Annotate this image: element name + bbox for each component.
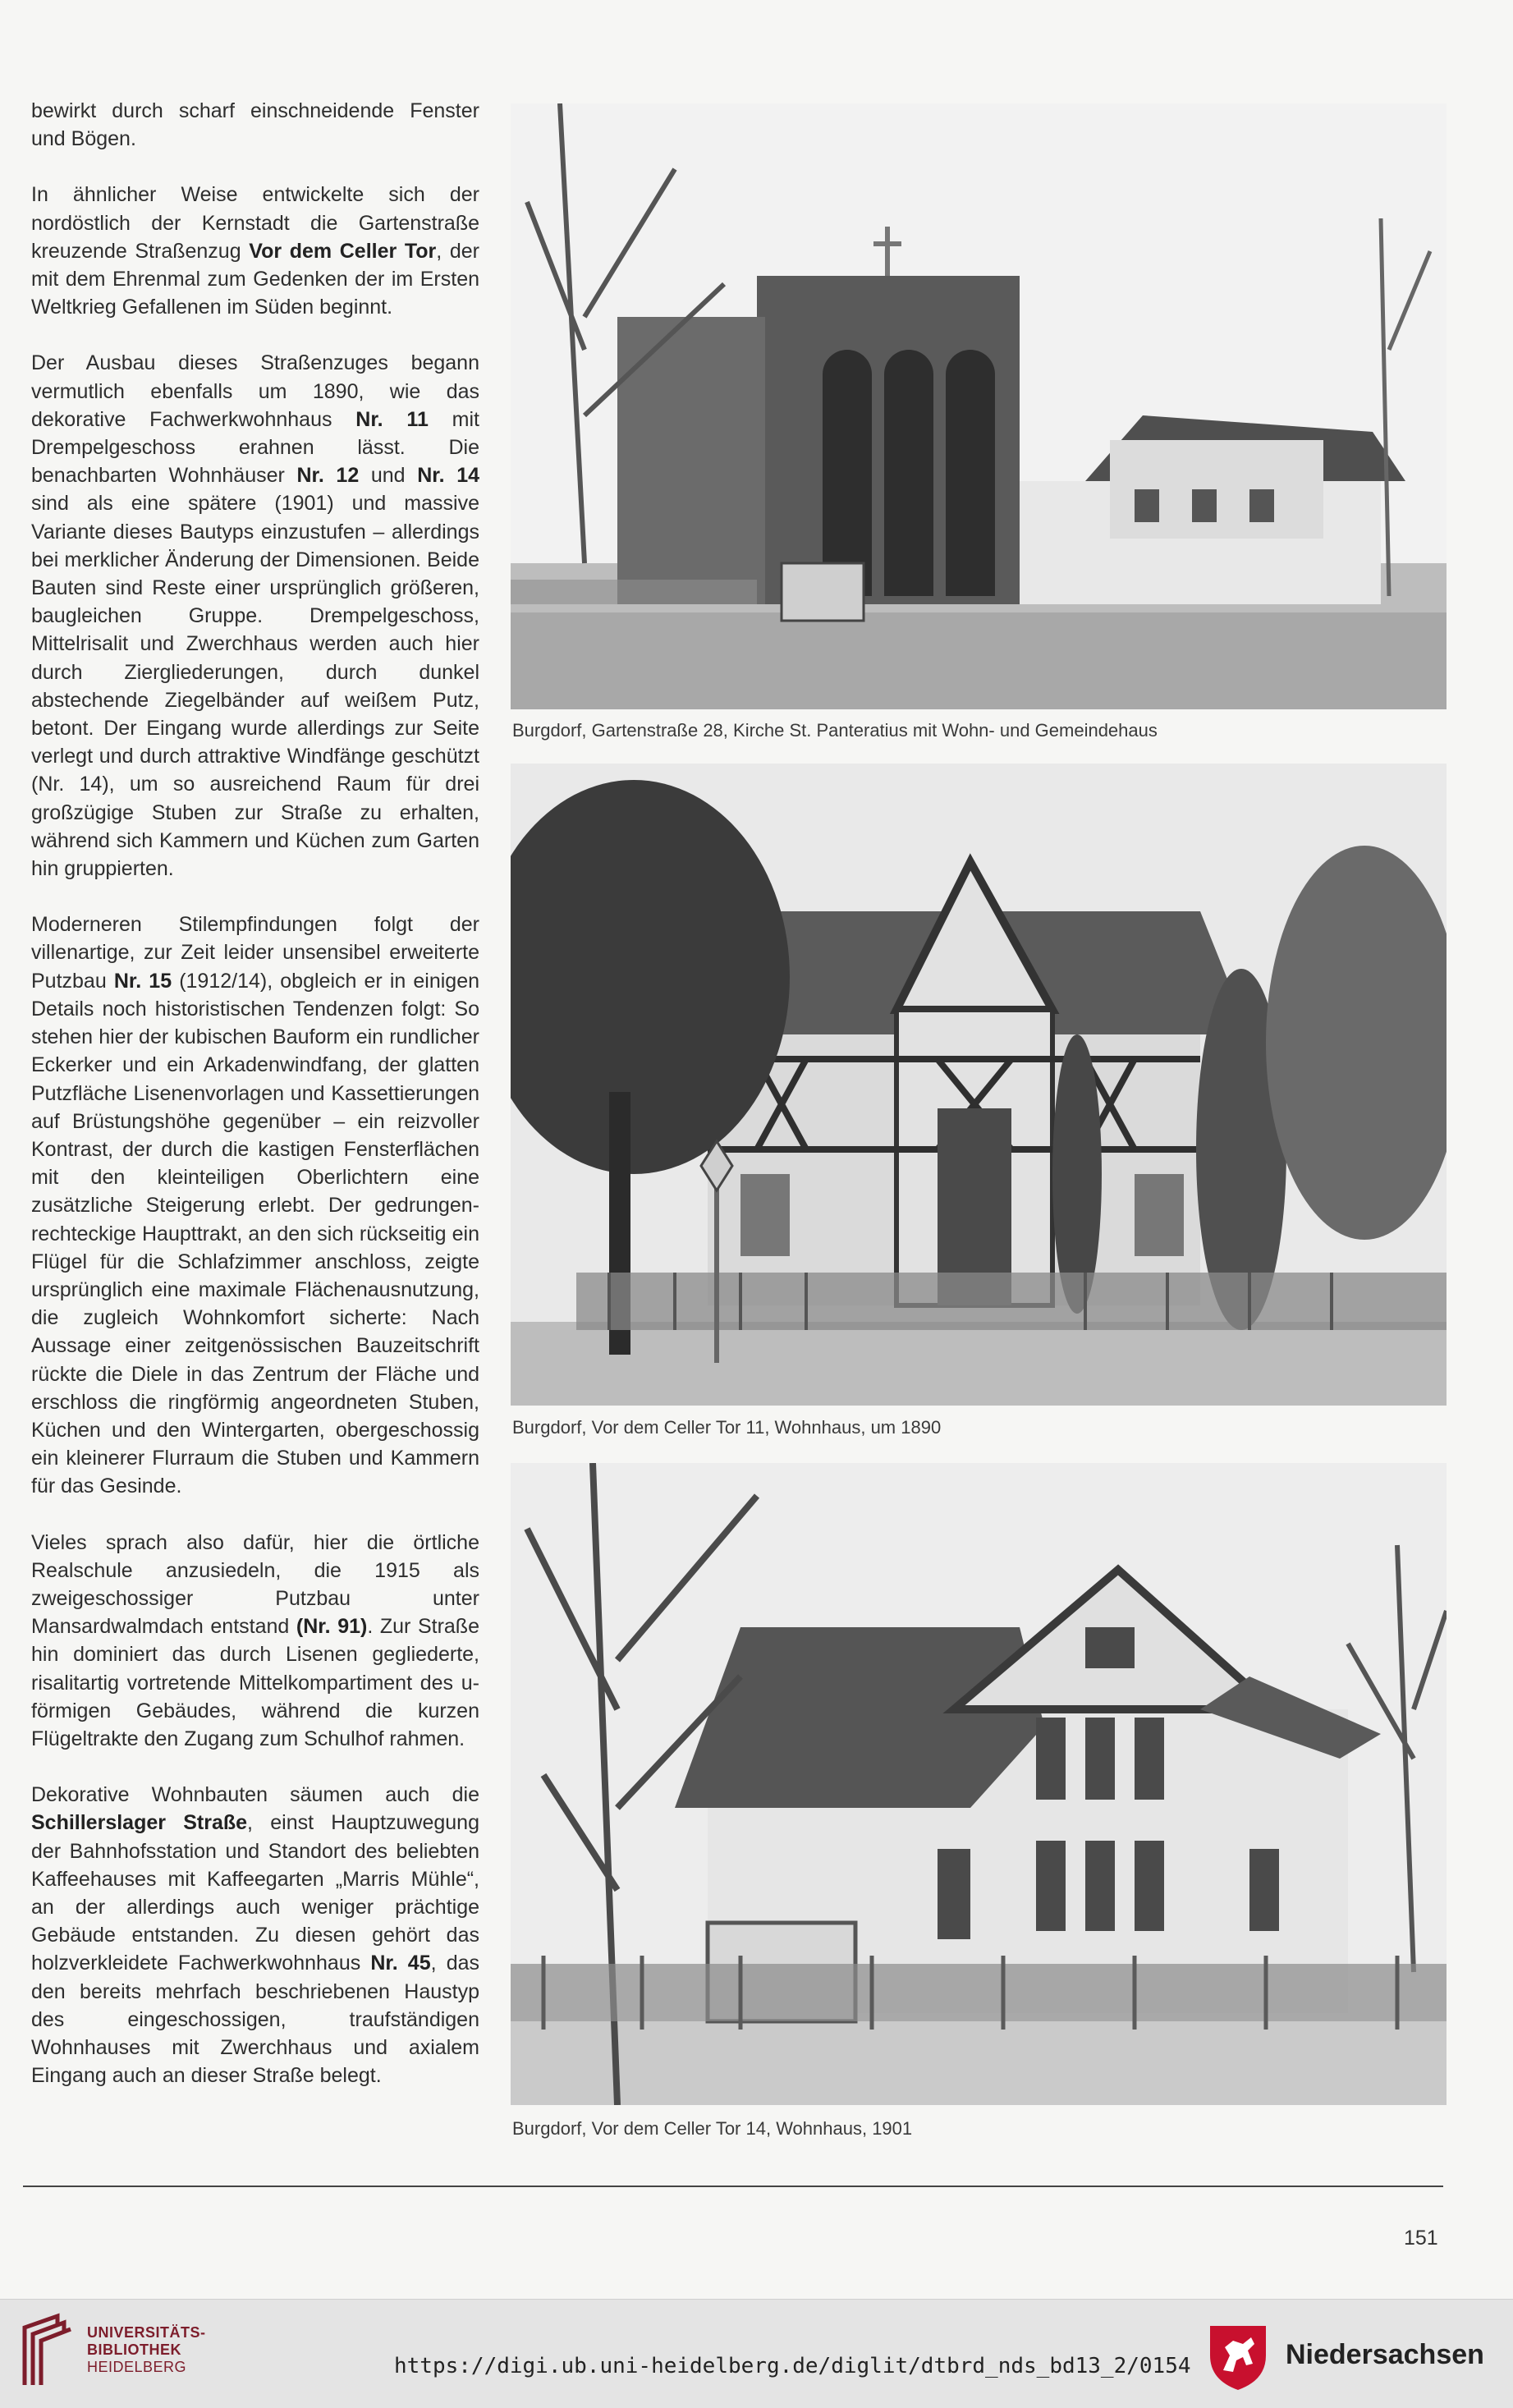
photo-vor-dem-celler-tor-11 — [511, 764, 1447, 1406]
bold-text-run: (Nr. 91) — [296, 1615, 368, 1639]
paragraph — [31, 1529, 479, 1754]
photo-church-st-panteratius — [511, 103, 1447, 709]
photo-caption: Burgdorf, Gartenstraße 28, Kirche St. Panteratius mit Wohn- und Gemeindehaus — [512, 720, 1158, 741]
bold-text-run: Nr. 11 — [355, 407, 429, 431]
text-run: Vieles sprach also dafür, hier die örtliche Realschule anzusiedeln, die 1915 als zweigeschossiger Putzbau unter Mansardwalmdach entstand — [31, 1530, 479, 1639]
text-run: mit Drempelgeschoss erahnen lässt. Die benachbarten Wohnhäuser — [31, 407, 479, 488]
text-run: sind als eine spätere (1901) und massive Variante dieses Bautyps einzustufen – allerdings bei merklicher Änderung der Dimensionen. Beide Bauten sind Reste einer ursprünglich größeren, baugleichen Gruppe. Drempelgeschoss, Mittelrisalit und Zwerchhaus werden auch hier durch Ziergliederungen, durch dunkel abstechende Ziegelbänder auf weißem Putz, betont. Der Eingang wurde allerdings zur Seite verlegt und durch attraktive Windfänge geschützt (Nr. 14), um so ausreichend Raum für drei großzügige Stuben zur Straße zu erhalten, während sich Kammern und Küchen zum Garten hin gruppierten. — [31, 492, 479, 881]
bold-text-run: Nr. 45 — [370, 1952, 431, 1975]
text-run: Der Ausbau dieses Straßenzuges begann vermutlich ebenfalls um 1890, wie das dekorative Fachwerkwohnhaus — [31, 351, 479, 431]
bold-text-run: Nr. 14 — [417, 464, 480, 488]
bold-text-run: Schillerslager Straße — [31, 1811, 248, 1835]
text-run: Dekorative Wohnbauten säumen auch die — [31, 1783, 479, 1807]
niedersachsen-horse-crest-icon — [1205, 2323, 1271, 2392]
text-run: , einst Hauptzuwegung der Bahnhofsstation und Standort des beliebten Kaffeehauses mit Kaffeegarten „Marris Mühle“, an der allerdings auch weniger prächtige Gebäude entstanden. Zu diesen gehört das holzverkleidete Fachwerkwohnhaus — [31, 1811, 479, 1975]
paragraph — [31, 910, 479, 1500]
photo-caption: Burgdorf, Vor dem Celler Tor 11, Wohnhaus, um 1890 — [512, 1417, 942, 1438]
text-run: und — [359, 464, 418, 488]
text-run: (1912/14), obgleich er in einigen Details noch historistischen Tendenzen folgt: So stehen hier der kubischen Bauform ein rundlicher Eckerker und ein Arkadenwindfang, der glatten Putzfläche Lisenenvorlagen und Kassettierungen auf Brüstungshöhe gegenüber – ein reizvoller Kontrast, der durch die kastigen Fensterflächen mit den kleinteiligen Oberlichtern eine zusätzliche Steigerung erlebt. Der gedrungen-rechteckige Haupttrakt, an den sich rückseitig ein Flügel für die Schlafzimmer anschloss, zeigte ursprünglich eine maximale Flächenausnutzung, die zugleich Wohnkomfort sicherte: Nach Aussage einer zeitgenössischen Bauzeitschrift rückte die Diele in das Zentrum der Fläche und erschloss die ringförmig angeordneten Stuben, Küchen und den Wintergarten, obergeschossig ein kleinerer Flurraum die Stuben und Kammern für das Gesinde. — [31, 969, 480, 1498]
body-text-column — [31, 97, 479, 2117]
bottom-rule — [23, 2186, 1443, 2187]
text-run: In ähnlicher Weise entwickelte sich der nordöstlich der Kernstadt die Gartenstraße kreuzende Straßenzug — [31, 183, 479, 263]
text-run: Moderneren Stilempfindungen folgt der villenartige, zur Zeit leider unsensibel erweiterte Putzbau — [31, 913, 479, 993]
library-name-line: UNIVERSITÄTS- — [87, 2324, 206, 2341]
text-run: , der mit dem Ehrenmal zum Gedenken der im Ersten Weltkrieg Gefallenen im Süden beginnt. — [31, 239, 479, 319]
document-url-link[interactable]: https://digi.ub.uni-heidelberg.de/diglit/dtbrd_nds_bd13_2/0154 — [394, 2354, 1191, 2378]
photo-caption: Burgdorf, Vor dem Celler Tor 14, Wohnhaus, 1901 — [512, 2118, 913, 2139]
photo-vor-dem-celler-tor-14 — [511, 1463, 1447, 2105]
paragraph — [31, 181, 479, 321]
paragraph — [31, 97, 479, 153]
library-name-line: HEIDELBERG — [87, 2359, 187, 2375]
text-run: bewirkt durch scharf einschneidende Fenster und Bögen. — [31, 99, 479, 151]
library-name-line: BIBLIOTHEK — [87, 2341, 181, 2358]
ub-heidelberg-logo-icon — [16, 2311, 74, 2390]
library-name — [87, 2324, 206, 2376]
digitization-footer — [0, 2299, 1513, 2408]
bold-text-run: Nr. 15 — [113, 969, 172, 993]
text-run: , das den bereits mehrfach beschriebenen Haustyp des eingeschossigen, traufständigen Wohnhauses mit Zwerchhaus und axialem Eingang auch an dieser Straße belegt. — [31, 1952, 479, 2088]
state-name: Niedersachsen — [1286, 2339, 1484, 2370]
paragraph — [31, 349, 479, 883]
bold-text-run: Vor dem Celler Tor — [249, 239, 437, 263]
page-number: 151 — [1404, 2227, 1438, 2250]
text-run: . Zur Straße hin dominiert das durch Lisenen gegliederte, risalitartig vortretende Mittelkompartiment des u-förmigen Gebäudes, während die kurzen Flügeltrakte den Zugang zum Schulhof rahmen. — [31, 1615, 479, 1750]
bold-text-run: Nr. 12 — [296, 464, 360, 488]
paragraph — [31, 1781, 479, 2089]
